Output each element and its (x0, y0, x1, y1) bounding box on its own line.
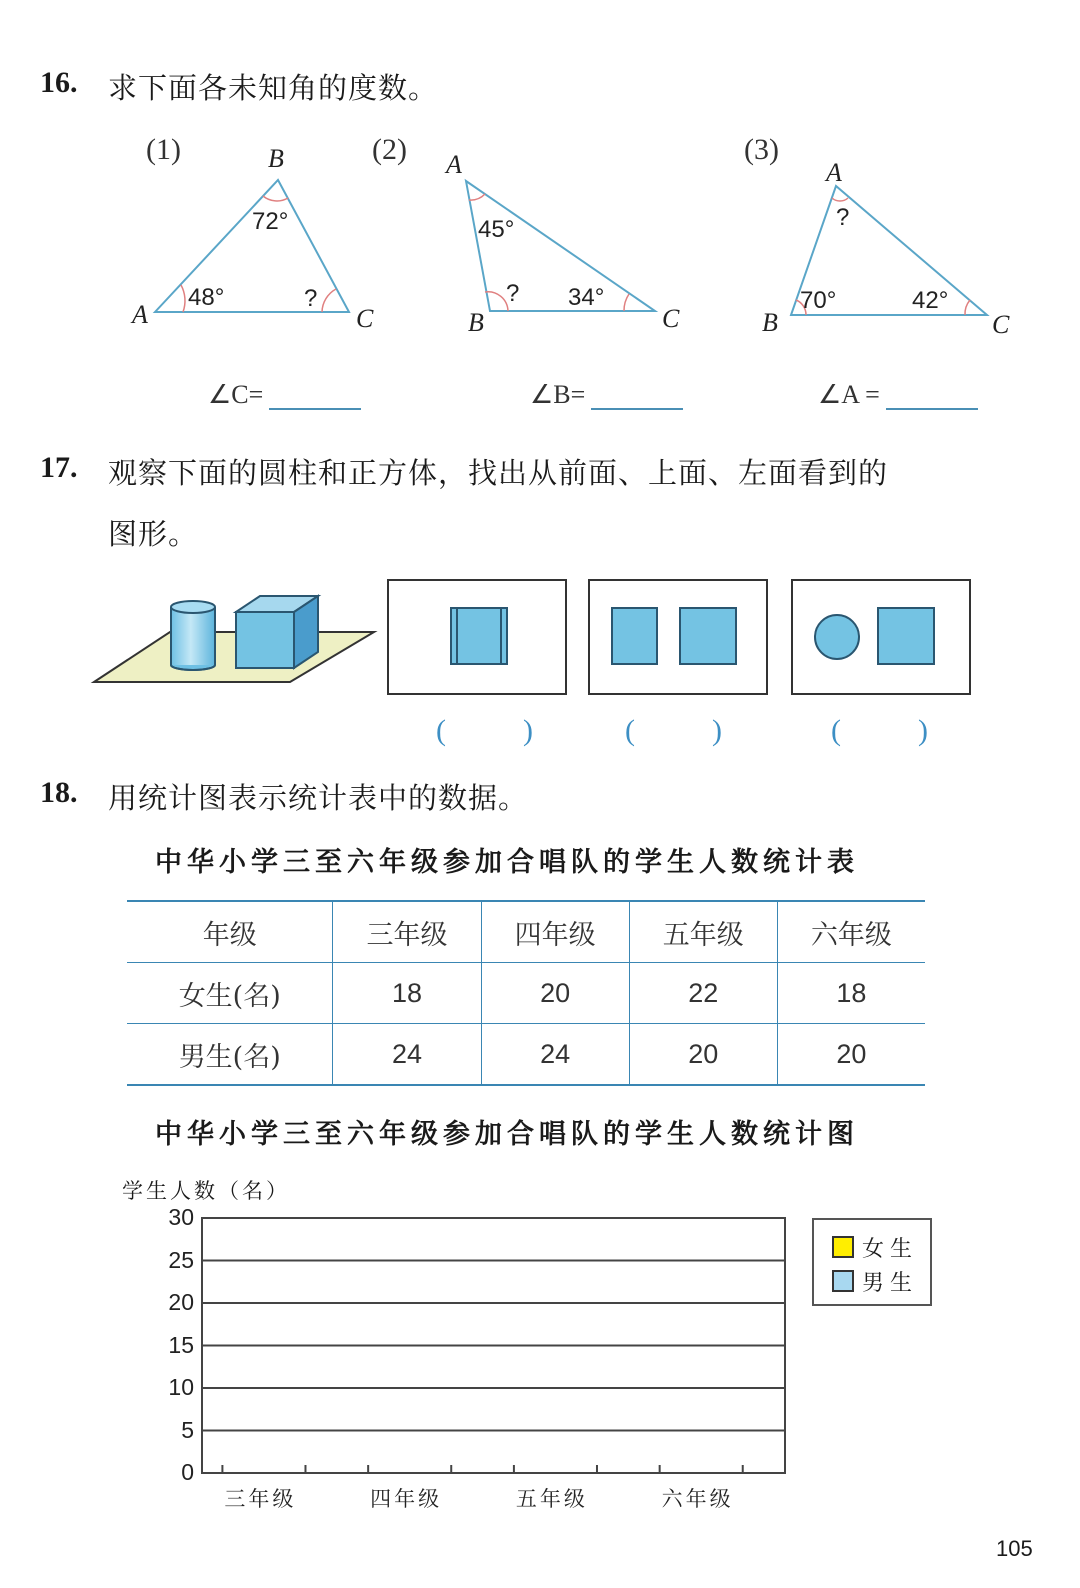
table-header-row (127, 901, 925, 963)
view-option-1[interactable] (387, 579, 567, 695)
angle-arc (181, 285, 185, 312)
vertex-label: C (662, 304, 680, 333)
angle-arc (469, 194, 485, 200)
vertex-label: C (992, 310, 1010, 339)
table-cell: 22 (629, 963, 777, 1024)
table-cell: 24 (333, 1024, 481, 1086)
question-text: 用统计图表示统计表中的数据。 (108, 781, 529, 815)
answer-row (530, 380, 683, 410)
angle-arc (624, 294, 629, 311)
angle-value: 45° (478, 216, 515, 243)
square-shape (877, 607, 935, 665)
table-header-cell: 年级 (127, 901, 333, 963)
answer-paren-open: ( (436, 714, 446, 747)
cylinder-front-view (450, 607, 508, 665)
angle-value: 48° (188, 284, 225, 311)
angle-value: 34° (568, 284, 605, 311)
question-number: 17. (40, 451, 78, 484)
question-text: 求下面各未知角的度数。 (108, 71, 439, 105)
sub-label: (3) (744, 133, 779, 166)
table-cell: 18 (777, 963, 925, 1024)
answer-blank[interactable] (591, 382, 683, 410)
table-cell: 女生(名) (127, 963, 333, 1024)
answer-paren-open: ( (831, 714, 841, 747)
view-option-3[interactable] (791, 579, 971, 695)
angle-value: ? (836, 204, 850, 231)
table-row (127, 963, 925, 1024)
answer-blank[interactable] (269, 382, 361, 410)
angle-value: ? (304, 285, 318, 312)
answer-label: ∠C= (208, 380, 264, 409)
angle-arc (322, 289, 336, 312)
view-option-2[interactable] (588, 579, 768, 695)
triangle-2 (466, 181, 655, 311)
page-number: 105 (996, 1536, 1033, 1561)
legend-swatch-boys (832, 1270, 854, 1292)
table-cell: 20 (629, 1024, 777, 1086)
legend-swatch-girls (832, 1236, 854, 1258)
table-cell: 男生(名) (127, 1024, 333, 1086)
angle-arc (263, 196, 288, 201)
answer-paren-close: ) (523, 714, 533, 747)
y-tick-label: 20 (168, 1289, 194, 1315)
cylinder-cube-scene (84, 580, 384, 700)
circle-shape (814, 614, 860, 660)
table-header-cell: 三年级 (333, 901, 481, 963)
answer-paren-open: ( (625, 714, 635, 747)
vertex-label: A (446, 150, 462, 179)
vertex-label: B (268, 144, 284, 173)
vertex-label: B (468, 308, 484, 337)
answer-slot[interactable] (641, 718, 711, 748)
table-cell: 24 (481, 1024, 629, 1086)
question-number: 18. (40, 776, 78, 809)
vertex-label: A (132, 300, 148, 329)
answer-label: ∠B= (530, 380, 586, 409)
y-axis-label: 学生人数（名） (122, 1179, 290, 1203)
angle-value: 70° (800, 287, 837, 314)
y-tick-label: 5 (181, 1416, 194, 1443)
rectangle-shape (611, 607, 658, 665)
table-header-cell: 四年级 (481, 901, 629, 963)
legend-label: 女生 (862, 1237, 919, 1262)
table-row (127, 1024, 925, 1086)
vertex-label: A (826, 158, 842, 187)
answer-row (818, 380, 978, 410)
answer-label: ∠A = (818, 380, 880, 409)
answer-blank[interactable] (886, 382, 978, 410)
y-tick-label: 10 (168, 1374, 194, 1400)
cube (236, 596, 318, 668)
question-text: 观察下面的圆柱和正方体，找出从前面、上面、左面看到的 (108, 456, 889, 490)
table-header-cell: 五年级 (629, 901, 777, 963)
table-header-cell: 六年级 (777, 901, 925, 963)
table-title: 中华小学三至六年级参加合唱队的学生人数统计表 (155, 847, 859, 878)
triangle-1 (155, 180, 349, 312)
angle-arc (832, 198, 848, 201)
bar-chart (180, 1205, 800, 1485)
answer-slot[interactable] (452, 718, 522, 748)
x-category-label: 四年级 (370, 1487, 443, 1511)
x-category-label: 三年级 (224, 1487, 297, 1511)
y-tick-label: 30 (168, 1204, 194, 1230)
statistics-table (127, 900, 925, 1086)
answer-paren-close: ) (918, 714, 928, 747)
angle-value: ? (506, 280, 520, 307)
y-tick-label: 25 (168, 1246, 194, 1273)
sub-label: (2) (372, 133, 407, 166)
answer-paren-close: ) (712, 714, 722, 747)
vertex-label: B (762, 308, 778, 337)
question-text: 图形。 (108, 517, 199, 551)
cylinder (171, 601, 215, 670)
y-tick-label: 15 (168, 1331, 194, 1358)
table-cell: 20 (777, 1024, 925, 1086)
question-number: 16. (40, 66, 78, 99)
angle-value: 42° (912, 287, 949, 314)
square-shape (679, 607, 737, 665)
angle-value: 72° (252, 208, 289, 235)
answer-slot[interactable] (847, 718, 917, 748)
legend-label: 男生 (862, 1271, 919, 1296)
table-cell: 20 (481, 963, 629, 1024)
x-category-label: 六年级 (661, 1487, 734, 1511)
chart-legend (812, 1218, 932, 1306)
vertex-label: C (356, 304, 374, 333)
table-cell: 18 (333, 963, 481, 1024)
answer-row (208, 380, 361, 410)
chart-title: 中华小学三至六年级参加合唱队的学生人数统计图 (155, 1119, 859, 1150)
plane (94, 632, 374, 682)
x-category-label: 五年级 (515, 1487, 588, 1511)
angle-arc (965, 300, 970, 315)
sub-label: (1) (146, 133, 181, 166)
y-tick-label: 0 (181, 1459, 194, 1485)
